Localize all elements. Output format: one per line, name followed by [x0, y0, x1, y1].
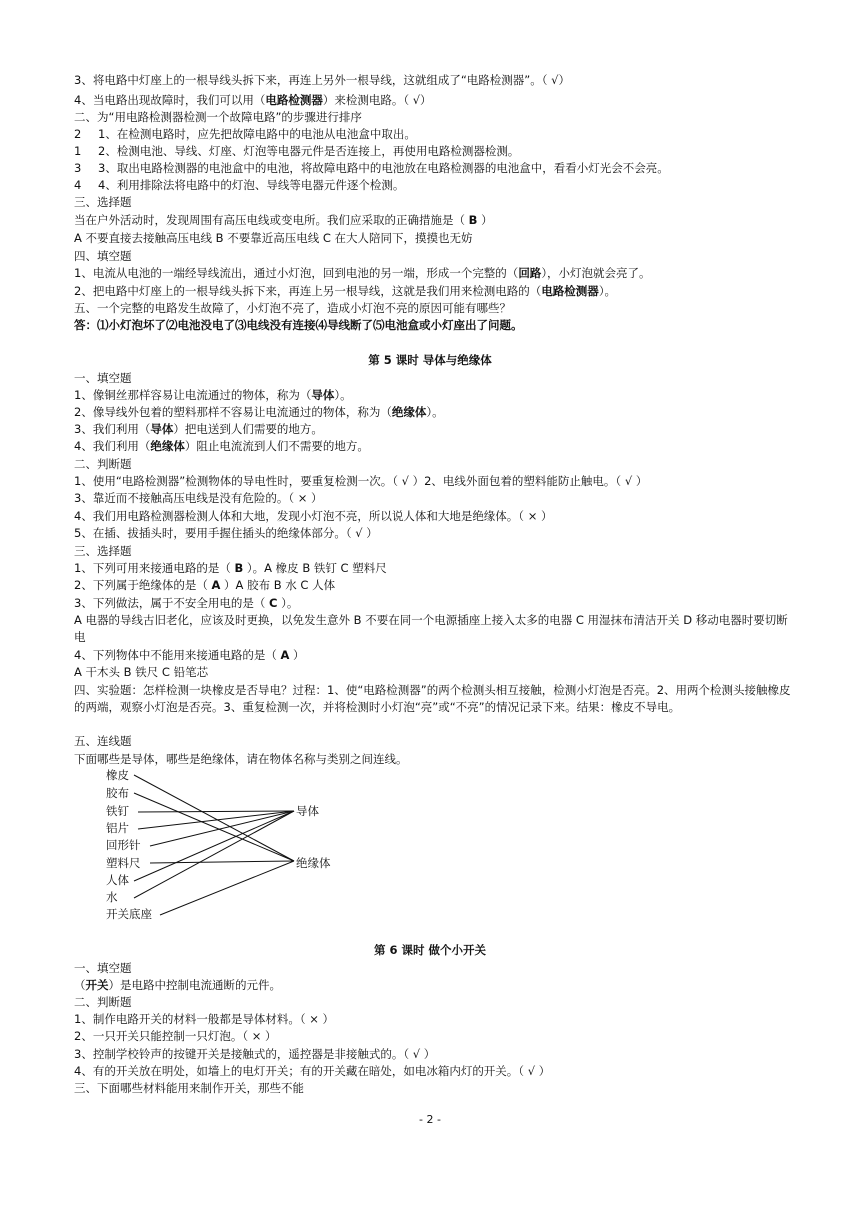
- judge-item-3: 3、将电路中灯座上的一根导线头拆下来，再连上另外一根导线，这就组成了“电路检测器”。（ √）: [74, 73, 570, 87]
- fill-item-3: 3、我们利用（导体）把电送到人们需要的地方。: [74, 422, 323, 436]
- page-number: - 2 -: [419, 1113, 441, 1126]
- section-heading: 一、填空题: [74, 961, 132, 975]
- category-conductor: 导体: [296, 804, 319, 818]
- lesson-6-title: 第 6 课时 做个小开关: [373, 943, 486, 957]
- step-row: 4 4、利用排除法将电路中的灯泡、导线等电器元件逐个检测。: [74, 178, 405, 192]
- judge-item-3: 3、靠近而不接触高压电线是没有危险的。（ × ）: [74, 491, 323, 505]
- choice-item-2: 2、下列属于绝缘体的是（ A ）A 胶布 B 水 C 人体: [74, 578, 336, 592]
- answer: 回路: [518, 266, 542, 280]
- lesson-5-title: 第 5 课时 导体与绝缘体: [368, 353, 492, 367]
- choice-options: A 不要直接去接触高压电线 B 不要靠近高压电线 C 在大人陪同下，摸摸也无妨: [74, 231, 473, 245]
- answer: 电路检测器: [541, 284, 599, 298]
- match-item: 铝片: [106, 821, 129, 835]
- section-heading: 五、一个完整的电路发生故障了，小灯泡不亮了，造成小灯泡不亮的原因可能有哪些？: [74, 301, 511, 315]
- fill-item-4: 4、我们利用（绝缘体）阻止电流流到人们不需要的地方。: [74, 439, 369, 453]
- fill-item-1: 1、像铜丝那样容易让电流通过的物体，称为（导体）。: [74, 388, 352, 402]
- match-line: [160, 861, 294, 915]
- answer: 电路检测器: [265, 93, 323, 107]
- match-line: [150, 861, 294, 863]
- answer: 绝缘体: [150, 439, 185, 453]
- choice-options: A 干木头 B 铁尺 C 铅笔芯: [74, 665, 209, 679]
- choice-item-4: 4、下列物体中不能用来接通电路的是（ A ）: [74, 648, 305, 662]
- choice-item-3: 3、下列做法，属于不安全用电的是（ C ）。: [74, 596, 299, 610]
- section-heading: 二、为“用电路检测器检测一个故障电路”的步骤进行排序: [74, 110, 362, 124]
- answer: A: [280, 648, 290, 662]
- section-heading: 二、判断题: [74, 457, 132, 471]
- answer: B: [468, 213, 478, 227]
- answer: 导体: [311, 388, 335, 402]
- match-item: 橡皮: [106, 768, 129, 782]
- step-row: 1 2、检测电池、导线、灯座、灯泡等电器元件是否连接上，再使用电路检测器检测。: [74, 144, 520, 158]
- choice-question: 当在户外活动时，发现周围有高压电线或变电所。我们应采取的正确措施是（ B ）: [74, 213, 493, 227]
- match-line: [134, 811, 294, 898]
- experiment-question: 四、实验题：怎样检测一块橡皮是否导电？过程：1、使“电路检测器”的两个检测头相互接触，检测小灯泡是否亮。2、用两个检测头接触橡皮的两端，观察小灯泡是否亮。3、重复检测一次，并将检测时小灯泡“亮”或“不亮”的情况记录下来。结果：橡皮不导电。: [74, 683, 791, 714]
- section-heading: 二、判断题: [74, 995, 132, 1009]
- judge-item-3: 3、控制学校铃声的按键开关是接触式的，遥控器是非接触式的。（ √ ）: [74, 1047, 436, 1061]
- answer: 开关: [85, 978, 109, 992]
- match-item: 回形针: [106, 838, 141, 852]
- judge-item-1-2: 1、使用“电路检测器”检测物体的导电性时，要重复检测一次。（ √ ）2、电线外面包着的塑料能防止触电。（ √ ）: [74, 474, 648, 488]
- match-item: 胶布: [106, 786, 129, 800]
- fill-item-1: 1、电流从电池的一端经导线流出，通过小灯泡，回到电池的另一端，形成一个完整的（回路），小灯泡就会亮了。: [74, 266, 651, 280]
- match-item: 人体: [106, 873, 129, 887]
- judge-item-2: 2、一只开关只能控制一只灯泡。（ × ）: [74, 1029, 277, 1043]
- fill-item-2: 2、把电路中灯座上的一根导线头拆下来，再连上另一根导线，这就是我们用来检测电路的（电路检测器）。: [74, 284, 617, 298]
- answer: A: [211, 578, 221, 592]
- match-line: [138, 811, 294, 812]
- choice-options: A 电器的导线古旧老化，应该及时更换，以免发生意外 B 不要在同一个电源插座上接入太多的电器 C 用湿抹布清洁开关 D 移动电器时要切断电: [74, 613, 788, 644]
- match-item: 铁钉: [106, 804, 129, 818]
- match-line: [150, 811, 294, 846]
- category-insulator: 绝缘体: [296, 856, 331, 870]
- match-line: [138, 811, 294, 829]
- match-item: 水: [106, 890, 118, 904]
- section-heading: 三、选择题: [74, 544, 132, 558]
- judge-item-4: 4、当电路出现故障时，我们可以用（电路检测器）来检测电路。（ √）: [74, 93, 432, 107]
- judge-item-1: 1、制作电路开关的材料一般都是导体材料。（ × ）: [74, 1012, 335, 1026]
- section-heading: 五、连线题: [74, 734, 132, 748]
- fill-item-1: （开关）是电路中控制电流通断的元件。: [74, 978, 281, 992]
- judge-item-4: 4、有的开关放在明处，如墙上的电灯开关；有的开关藏在暗处，如电冰箱内灯的开关。（ √ ）: [74, 1064, 551, 1078]
- match-item: 塑料尺: [106, 856, 141, 870]
- match-line: [134, 775, 294, 861]
- fill-item-2: 2、像导线外包着的塑料那样不容易让电流通过的物体，称为（绝缘体）。: [74, 405, 444, 419]
- judge-item-5: 5、在插、拔插头时，要用手握住插头的绝缘体部分。（ √ ）: [74, 526, 378, 540]
- judge-item-4: 4、我们用电路检测器检测人体和大地，发现小灯泡不亮，所以说人体和大地是绝缘体。（ × ）: [74, 509, 553, 523]
- section-heading: 一、填空题: [74, 371, 132, 385]
- step-row: 3 3、取出电路检测器的电池盒中的电池，将故障电路中的电池放在电路检测器的电池盒中，看看小灯光会不会亮。: [74, 161, 669, 175]
- section-heading: 三、选择题: [74, 195, 132, 209]
- match-item: 开关底座: [106, 907, 152, 921]
- matching-instruction: 下面哪些是导体，哪些是绝缘体，请在物体名称与类别之间连线。: [74, 752, 408, 766]
- answer: B: [234, 561, 244, 575]
- section-heading: 四、填空题: [74, 249, 132, 263]
- answer: C: [268, 596, 278, 610]
- step-row: 2 1、在检测电路时，应先把故障电路中的电池从电池盒中取出。: [74, 127, 416, 141]
- answer: 导体: [150, 422, 174, 436]
- answer: 绝缘体: [391, 405, 427, 419]
- answer-paragraph: 答：⑴小灯泡坏了⑵电池没电了⑶电线没有连接⑷导线断了⑸电池盒或小灯座出了问题。: [74, 318, 523, 332]
- section-heading: 三、下面哪些材料能用来制作开关，那些不能: [74, 1081, 304, 1095]
- choice-item-1: 1、下列可用来接通电路的是（ B ）。A 橡皮 B 铁钉 C 塑料尺: [74, 561, 387, 575]
